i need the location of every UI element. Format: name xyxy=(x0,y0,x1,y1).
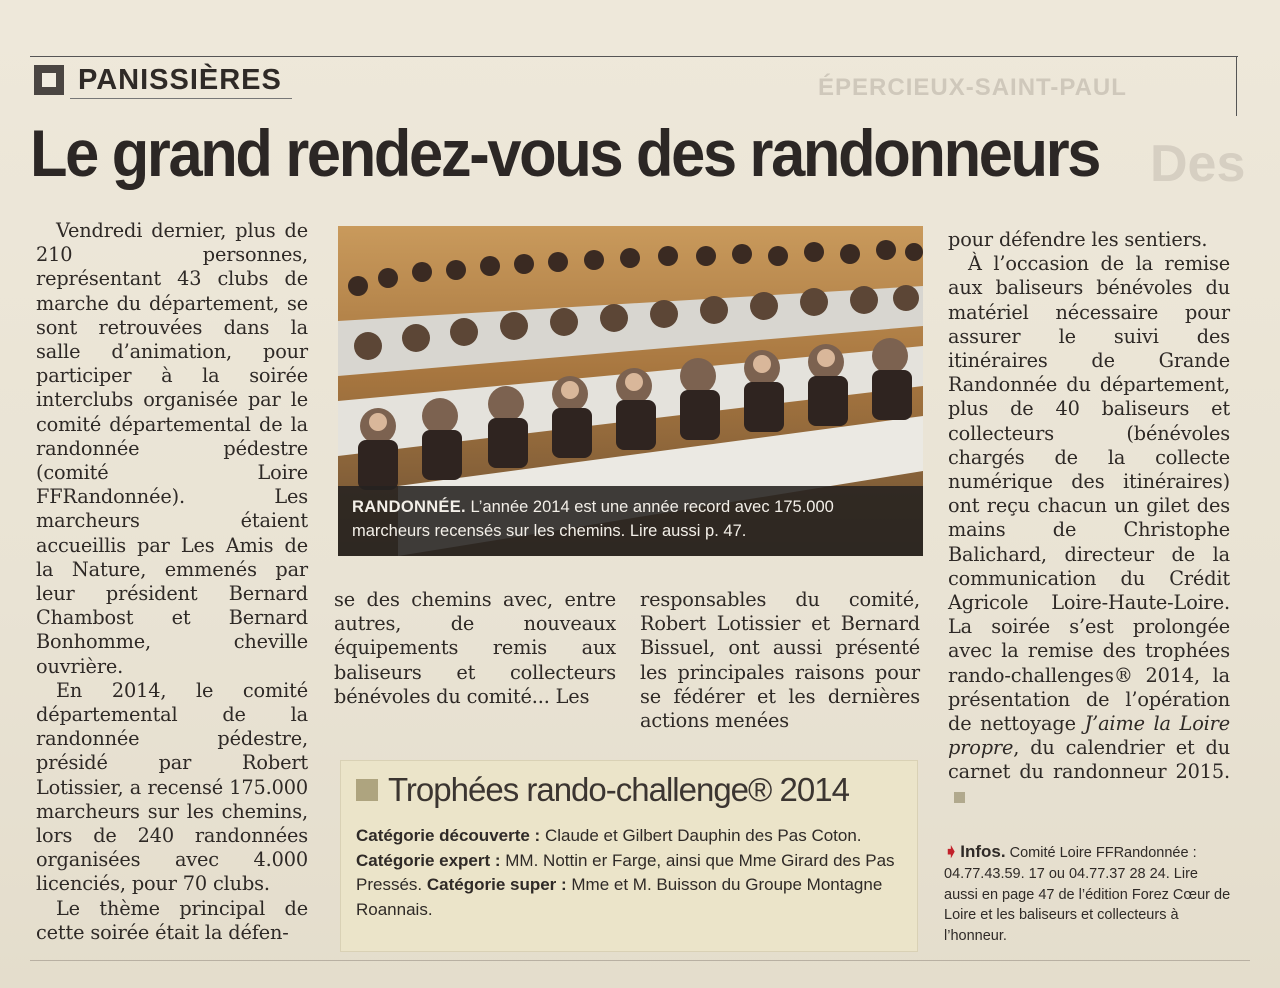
category-text: Mme et M. Buisson du Groupe Montagne Roannais. xyxy=(356,875,883,919)
bottom-rule xyxy=(30,960,1250,961)
top-rule xyxy=(30,56,1238,57)
category-label: Catégorie expert : xyxy=(356,850,501,870)
article-column-4 xyxy=(948,228,1230,809)
paragraph-text: À l’occasion de la remise aux baliseurs bénévoles du matériel nécessaire pour assurer le suivi des itinéraires de Grande Randonnée du département, plus de 40 baliseurs et collecteurs (bénévoles chargés de la collecte numérique des itinéraires) ont reçu chacun un gilet des mains de Christophe Balichard, directeur de la communication du Crédit Agricole Loire-Haute-Loire. La soirée s’est prolongée avec la remise des trophées rando-challenges® 2014, la présentation de l’opération de nettoyage xyxy=(948,252,1230,736)
category-label: Catégorie super : xyxy=(426,875,567,894)
paragraph: Le thème principal de cette soirée était la défen- xyxy=(36,896,308,944)
trophies-box-title xyxy=(356,771,849,809)
paragraph xyxy=(948,252,1230,809)
trophies-box-body xyxy=(356,824,906,922)
article-headline: Le grand rendez-vous des randonneurs xyxy=(30,116,1100,190)
top-rule-right xyxy=(1236,56,1237,116)
photo-caption xyxy=(338,486,923,556)
end-mark-icon xyxy=(954,792,965,803)
infos-text: Comité Loire FFRandonnée : 04.77.43.59. 17 ou 04.77.37 28 24. Lire aussi en page 47 de l’édition Forez Cœur de Loire et les baliseurs et collecteurs à l’honneur. xyxy=(944,845,1231,945)
article-column-1 xyxy=(36,219,308,945)
article-column-3 xyxy=(640,588,920,733)
paragraph-end: , du calendrier et du carnet du randonneur 2015. xyxy=(948,736,1230,784)
kicker-underline xyxy=(70,98,292,99)
paragraph: se des chemins avec, entre autres, de nouveaux équipements remis aux baliseurs et collecteurs bénévoles du comité... Les xyxy=(334,588,616,708)
paragraph: responsables du comité, Robert Lotissier et Bernard Bissuel, ont aussi présenté les principales raisons pour se fédérer et les dernières actions menées xyxy=(640,588,920,733)
article-column-2 xyxy=(334,588,616,709)
caption-text: L’année 2014 est une année record avec 175.000 marcheurs recensés sur les chemins. Lire aussi p. 47. xyxy=(352,498,834,540)
paragraph: Vendredi dernier, plus de 210 personnes, représentant 43 clubs de marche du département, se sont retrouvées dans la salle d’animation, pour participer à la soirée interclubs organisée par le comité départemental de la randonnée pédestre (comité Loire FFRandonnée). Les marcheurs étaient accueillis par Les Amis de la Nature, emmenés par leur président Bernard Chambost et Bernard Bonhomme, cheville ouvrière. xyxy=(36,219,308,678)
box-title-text: Trophées rando-challenge® 2014 xyxy=(388,771,849,808)
italic-title: J’aime la Loire propre xyxy=(948,712,1230,760)
section-kicker xyxy=(34,62,282,98)
infos-block xyxy=(944,842,1234,947)
category-label: Catégorie découverte : xyxy=(356,826,541,845)
category-text: Claude et Gilbert Dauphin des Pas Coton. xyxy=(540,826,862,845)
paragraph: En 2014, le comité départemental de la randonnée pédestre, présidé par Robert Lotissier, a recensé 175.000 marcheurs sur les chemins, lors de 240 randonnées organisées avec 4.000 licenciés, pour 70 clubs. xyxy=(36,678,308,896)
caption-label: RANDONNÉE. xyxy=(352,498,466,516)
bleed-through-text: ÉPERCIEUX-SAINT-PAUL xyxy=(818,74,1127,101)
bleed-through-headline: Des xyxy=(1150,135,1246,193)
infos-label: Infos. xyxy=(960,842,1006,861)
arrow-right-icon: ➧ xyxy=(944,842,959,861)
square-bullet-icon xyxy=(356,779,378,801)
square-bullet-icon xyxy=(34,65,64,95)
paragraph: pour défendre les sentiers. xyxy=(948,228,1208,251)
kicker-text: PANISSIÈRES xyxy=(78,63,282,96)
category-text: MM. Nottin er Farge, ainsi que Mme Girard des Pas Pressés. xyxy=(356,850,895,894)
